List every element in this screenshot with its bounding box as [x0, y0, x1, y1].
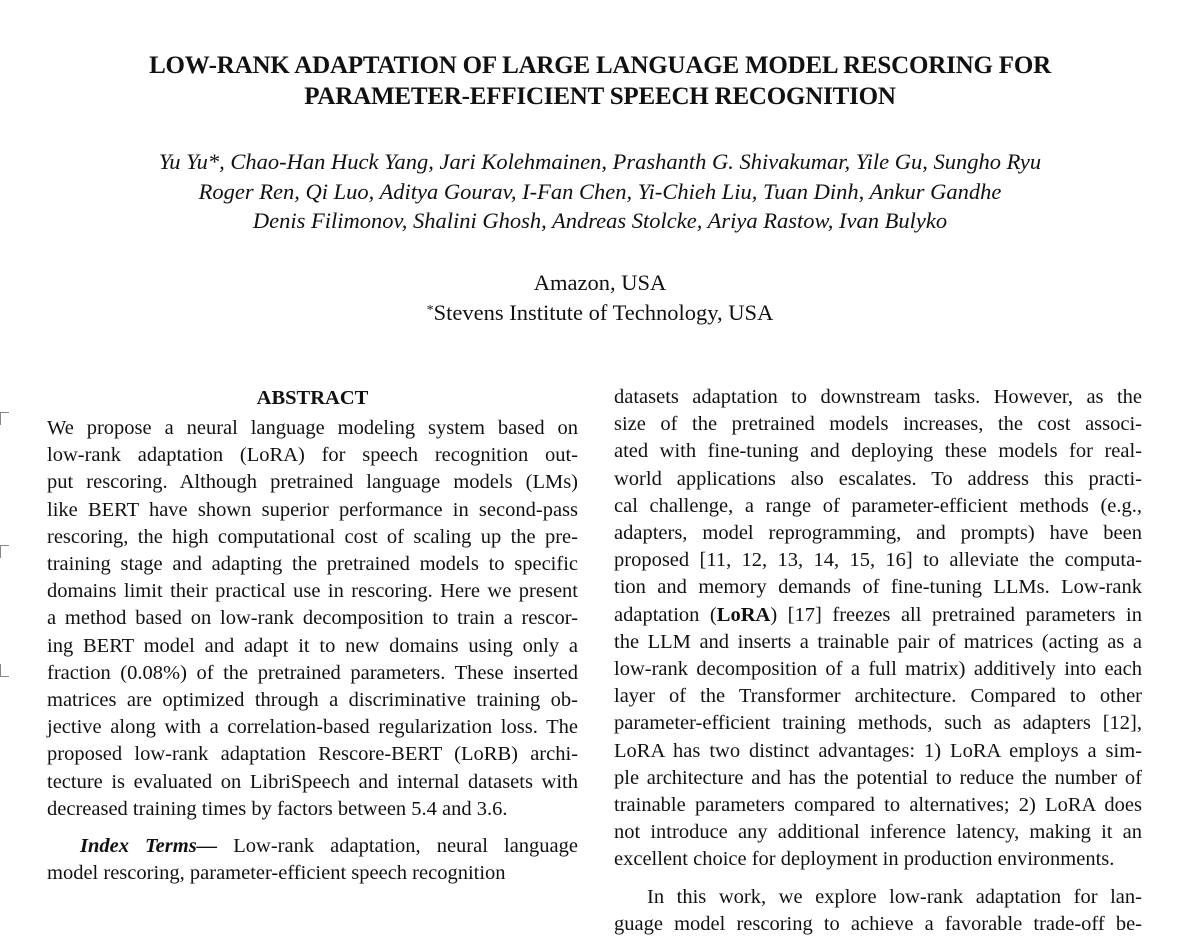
right-column: [614, 384, 1142, 938]
affiliations: [0, 268, 1200, 327]
index-terms-label: Index Terms—: [80, 835, 218, 858]
affiliation-line: [0, 298, 1200, 328]
text-line: jective along with a correlation-based regularization loss. The: [47, 716, 578, 739]
author-line: Denis Filimonov, Shalini Ghosh, Andreas Stolcke, Ariya Rastow, Ivan Bulyko: [252, 208, 948, 233]
text-line: world applications also escalates. To address this practi-: [614, 467, 1142, 490]
text-line: put rescoring. Although pretrained language models (LMs): [47, 471, 578, 494]
text-line: tion and memory demands of fine-tuning LLMs. Low-rank: [614, 576, 1142, 599]
text-line: [614, 602, 1142, 629]
margin-mark: [0, 664, 9, 677]
intro-paragraph-2: [614, 884, 1142, 938]
text-line: In this work, we explore low-rank adaptation for lan-: [647, 885, 1142, 908]
affiliation-line: Amazon, USA: [533, 270, 667, 295]
title-line: LOW-RANK ADAPTATION OF LARGE LANGUAGE MODEL RESCORING FOR: [149, 52, 1051, 79]
abstract-body: [47, 415, 578, 823]
text-line: the LLM and inserts a trainable pair of matrices (acting as a: [614, 630, 1142, 653]
text-line: matrices are optimized through a discriminative training ob-: [47, 689, 578, 712]
index-terms-text: Low-rank adaptation, neural language: [217, 835, 578, 858]
text-line: We propose a neural language modeling system based on: [47, 417, 578, 439]
text-line: adapters, model reprogramming, and prompts) have been: [614, 522, 1142, 545]
affiliation-mark: *: [426, 302, 434, 318]
author-list: [0, 147, 1200, 236]
index-terms: [47, 833, 578, 887]
text-line: proposed [11, 12, 13, 14, 15, 16] to alleviate the computa-: [614, 549, 1142, 572]
author-line: Yu Yu*, Chao-Han Huck Yang, Jari Kolehmainen, Prashanth G. Shivakumar, Yile Gu, Sungho Ryu: [158, 149, 1042, 174]
text-line: ing BERT model and adapt it to new domains using only a: [47, 634, 578, 657]
text-line: parameter-efficient training methods, such as adapters [12],: [614, 712, 1142, 735]
text-line: proposed low-rank adaptation Rescore-BERT (LoRB) archi-: [47, 743, 578, 766]
abstract-heading: ABSTRACT: [256, 387, 369, 409]
text-line: ple architecture and has the potential to reduce the number of: [614, 766, 1142, 789]
text-line: like BERT have shown superior performance in second-pass: [47, 498, 578, 521]
text-line: not introduce any additional inference latency, making it an: [614, 821, 1142, 844]
title-line: PARAMETER-EFFICIENT SPEECH RECOGNITION: [304, 83, 896, 110]
text-line: domains limit their practical use in rescoring. Here we present: [47, 580, 578, 603]
lora-text-post: ) [17] freezes all pretrained parameters in: [770, 603, 1143, 626]
text-line: ated with fine-tuning and deploying these models for real-: [614, 440, 1142, 463]
index-terms-line: model rescoring, parameter-efficient speech recognition: [47, 862, 506, 885]
text-line: training stage and adapting the pretrained models to specific: [47, 553, 578, 576]
text-line: size of the pretrained models increases, the cost associ-: [614, 413, 1142, 436]
text-line: trainable parameters compared to alternatives; 2) LoRA does: [614, 794, 1142, 817]
text-line: tecture is evaluated on LibriSpeech and internal datasets with: [47, 770, 578, 793]
index-terms-line: [47, 833, 578, 860]
intro-paragraph: [614, 384, 1142, 874]
text-line: a method based on low-rank decomposition to train a rescor-: [47, 607, 578, 630]
margin-mark: [0, 545, 9, 558]
left-column: [47, 384, 578, 887]
text-line: LoRA has two distinct advantages: 1) LoRA employs a sim-: [614, 739, 1142, 762]
text-line: decreased training times by factors between 5.4 and 3.6.: [47, 797, 508, 820]
text-line: excellent choice for deployment in production environments.: [614, 848, 1115, 871]
paper-title: [0, 50, 1200, 112]
text-line: cal challenge, a range of parameter-efficient methods (e.g.,: [614, 494, 1142, 517]
lora-term: LoRA: [716, 603, 771, 626]
lora-text-pre: adaptation (: [614, 603, 717, 626]
affiliation-text: Stevens Institute of Technology, USA: [433, 299, 774, 325]
text-line: low-rank adaptation (LoRA) for speech recognition out-: [47, 444, 578, 467]
text-line: rescoring, the high computational cost of scaling up the pre-: [47, 525, 578, 548]
author-line: Roger Ren, Qi Luo, Aditya Gourav, I-Fan Chen, Yi-Chieh Liu, Tuan Dinh, Ankur Gandhe: [198, 178, 1002, 204]
text-line: low-rank decomposition of a full matrix) additively into each: [614, 658, 1142, 681]
text-line: guage model rescoring to achieve a favorable trade-off be-: [614, 912, 1142, 935]
margin-mark: [0, 412, 9, 425]
text-line: datasets adaptation to downstream tasks. However, as the: [614, 386, 1142, 408]
text-line: layer of the Transformer architecture. Compared to other: [614, 685, 1142, 708]
text-line: fraction (0.08%) of the pretrained parameters. These inserted: [47, 661, 578, 684]
